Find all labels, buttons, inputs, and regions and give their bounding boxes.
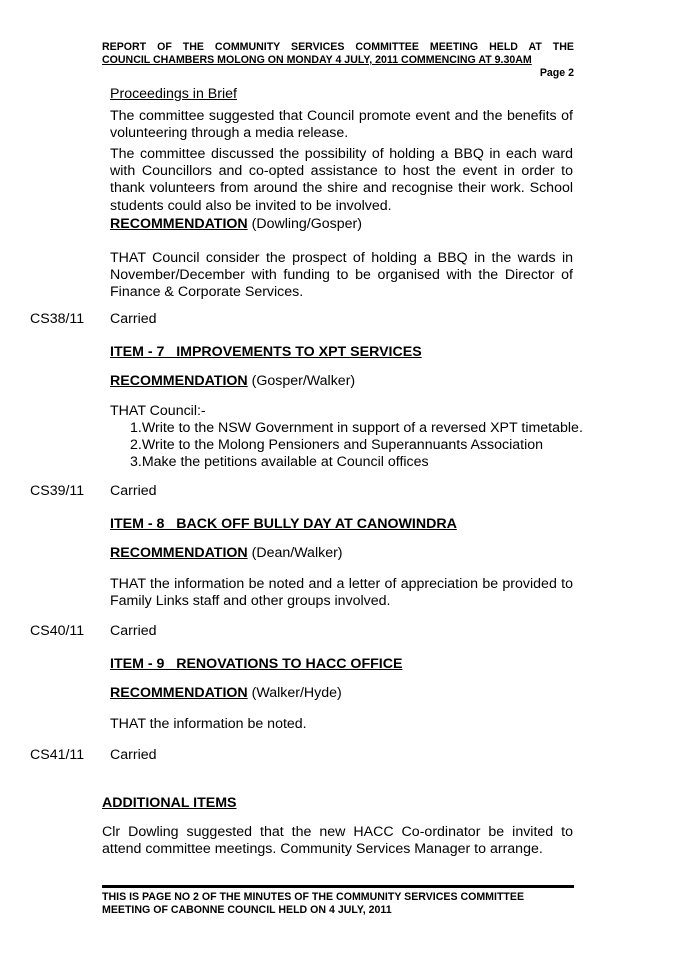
recommendation-label: RECOMMENDATION (110, 685, 248, 701)
resolution-number: CS39/11 (30, 483, 85, 499)
recommendation-movers: (Dean/Walker) (247, 545, 343, 561)
page-number: Page 2 (539, 67, 574, 79)
proceedings-paragraph-1: The committee suggested that Council promote event and the benefits of volunteering through a media release. (110, 108, 573, 142)
additional-items-heading: ADDITIONAL ITEMS (102, 795, 237, 811)
carried-text: Carried (110, 483, 157, 499)
carried-text: Carried (110, 747, 157, 763)
recommendation-label: RECOMMENDATION (110, 545, 248, 561)
proceedings-recommendation (110, 216, 573, 233)
proceedings-recommendation-text: THAT Council consider the prospect of holding a BBQ in the wards in November/December with funding to be organised with the Director of Finance & Corporate Services. (110, 250, 573, 301)
footer-line-1: THIS IS PAGE NO 2 OF THE MINUTES OF THE COMMUNITY SERVICES COMMITTEE (102, 891, 525, 903)
item-8-title: ITEM - 8 BACK OFF BULLY DAY AT CANOWINDRA (110, 516, 457, 532)
additional-items-text: Clr Dowling suggested that the new HACC Co-ordinator be invited to attend committee meetings. Community Services Manager to arrange. (102, 824, 573, 858)
resolution-number: CS40/11 (30, 623, 85, 639)
report-header-line-1: REPORT OF THE COMMUNITY SERVICES COMMITTEE MEETING HELD AT THE (102, 41, 574, 53)
item-8-recommendation (110, 545, 573, 562)
recommendation-movers: (Dowling/Gosper) (247, 216, 362, 232)
item-7-list-item-3: 3.Make the petitions available at Council offices (130, 454, 429, 470)
item-9-recommendation-text: THAT the information be noted. (110, 716, 307, 732)
item-7-intro: THAT Council:- (110, 403, 206, 419)
footer-rule (102, 885, 574, 888)
footer-line-2: MEETING OF CABONNE COUNCIL HELD ON 4 JULY, 2011 (102, 904, 392, 916)
report-header-line-2: COUNCIL CHAMBERS MOLONG ON MONDAY 4 JULY, 2011 COMMENCING AT 9.30AM (102, 54, 532, 66)
recommendation-label: RECOMMENDATION (110, 216, 248, 232)
item-7-title: ITEM - 7 IMPROVEMENTS TO XPT SERVICES (110, 344, 422, 360)
carried-text: Carried (110, 623, 157, 639)
item-7-list-item-1: 1.Write to the NSW Government in support of a reversed XPT timetable. (130, 420, 583, 436)
carried-text: Carried (110, 311, 157, 327)
item-9-title: ITEM - 9 RENOVATIONS TO HACC OFFICE (110, 656, 403, 672)
proceedings-paragraph-2: The committee discussed the possibility of holding a BBQ in each ward with Councillors and co-opted assistance to host the event in order to thank volunteers from around the shire and recognise their work. School students could also be invited to be involved. (110, 146, 573, 214)
recommendation-label: RECOMMENDATION (110, 373, 248, 389)
recommendation-movers: (Walker/Hyde) (247, 685, 342, 701)
item-7-recommendation (110, 373, 573, 390)
recommendation-movers: (Gosper/Walker) (247, 373, 356, 389)
proceedings-heading: Proceedings in Brief (110, 86, 237, 102)
item-8-recommendation-text: THAT the information be noted and a letter of appreciation be provided to Family Links staff and other groups involved. (110, 576, 573, 610)
resolution-number: CS41/11 (30, 747, 85, 763)
item-9-recommendation (110, 685, 573, 702)
item-7-list-item-2: 2.Write to the Molong Pensioners and Superannuants Association (130, 437, 544, 453)
resolution-number: CS38/11 (30, 311, 85, 327)
